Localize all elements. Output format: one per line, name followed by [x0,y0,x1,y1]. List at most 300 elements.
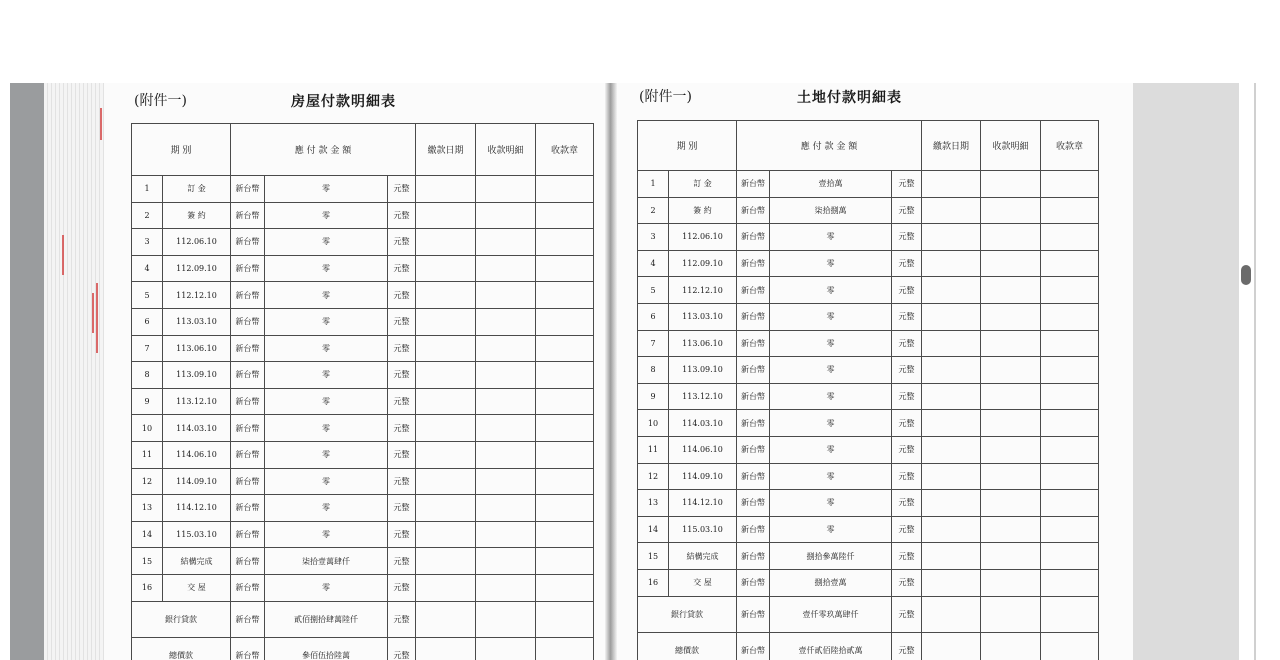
amount-value: 零 [770,250,892,277]
summary-label: 總價款 [638,632,737,660]
summary-label: 銀行貸款 [132,601,231,637]
red-stamp-mark [96,283,98,353]
period-label: 112.12.10 [163,282,231,309]
receipt-detail-cell [981,250,1041,277]
payment-date-cell [416,601,476,637]
payment-date-cell [416,548,476,575]
bank-loan-row [132,601,594,637]
table-row [132,521,594,548]
currency-label: 新台幣 [231,468,265,495]
receipt-detail-cell [476,601,536,637]
page-stack-edge [44,83,104,660]
payment-date-cell [416,308,476,335]
payment-date-cell [416,468,476,495]
unit-label: 元整 [892,330,922,357]
currency-label: 新台幣 [231,548,265,575]
amount-value: 零 [265,282,388,309]
table-row [638,250,1099,277]
payment-date-cell [416,415,476,442]
unit-label: 元整 [388,415,416,442]
currency-label: 新台幣 [737,303,770,330]
unit-label: 元整 [892,490,922,517]
receipt-stamp-cell [536,521,594,548]
period-label: 113.06.10 [669,330,737,357]
currency-label: 新台幣 [231,202,265,229]
currency-label: 新台幣 [231,637,265,660]
payment-date-cell [922,569,981,596]
annex-label: (附件一) [639,89,692,105]
currency-label: 新台幣 [231,521,265,548]
receipt-detail-cell [476,255,536,282]
row-number: 15 [132,548,163,575]
currency-label: 新台幣 [737,250,770,277]
payment-date-cell [922,516,981,543]
period-label: 簽 約 [669,197,737,224]
receipt-stamp-cell [1041,171,1099,198]
unit-label: 元整 [892,463,922,490]
receipt-detail-cell [981,436,1041,463]
row-number: 13 [638,490,669,517]
currency-label: 新台幣 [231,335,265,362]
period-label: 訂 金 [163,176,231,203]
receipt-detail-cell [981,569,1041,596]
payment-date-cell [922,543,981,570]
receipt-stamp-cell [1041,250,1099,277]
receipt-detail-cell [476,282,536,309]
receipt-stamp-cell [1041,490,1099,517]
red-stamp-mark [92,293,94,333]
period-label: 交 屋 [669,569,737,596]
unit-label: 元整 [388,521,416,548]
summary-label: 總價款 [132,637,231,660]
header-amount: 應 付 款 金 額 [231,124,416,176]
receipt-detail-cell [476,468,536,495]
receipt-stamp-cell [1041,516,1099,543]
unit-label: 元整 [388,495,416,522]
receipt-stamp-cell [1041,410,1099,437]
row-number: 14 [638,516,669,543]
row-number: 8 [638,357,669,384]
table-row [638,197,1099,224]
header-payment-date: 繳款日期 [922,121,981,171]
receipt-stamp-cell [1041,277,1099,304]
row-number: 9 [638,383,669,410]
receipt-stamp-cell [1041,197,1099,224]
unit-label: 元整 [892,277,922,304]
receipt-detail-cell [476,415,536,442]
header-amount: 應 付 款 金 額 [737,121,922,171]
amount-value: 零 [770,516,892,543]
land-payment-table [637,120,1099,660]
receipt-detail-cell [476,308,536,335]
payment-date-cell [416,441,476,468]
page-left [104,83,606,660]
payment-date-cell [416,202,476,229]
amount-value: 零 [265,176,388,203]
header-period: 期 別 [132,124,231,176]
total-price-row [132,637,594,660]
currency-label: 新台幣 [231,495,265,522]
amount-value: 零 [770,490,892,517]
payment-date-cell [922,197,981,224]
unit-label: 元整 [388,335,416,362]
unit-label: 元整 [388,282,416,309]
page-title: 房屋付款明細表 [291,94,396,110]
currency-label: 新台幣 [231,601,265,637]
table-row [638,330,1099,357]
table-row [132,176,594,203]
currency-label: 新台幣 [231,308,265,335]
receipt-detail-cell [981,303,1041,330]
table-row [132,202,594,229]
currency-label: 新台幣 [231,388,265,415]
period-label: 114.03.10 [163,415,231,442]
currency-label: 新台幣 [737,224,770,251]
currency-label: 新台幣 [231,282,265,309]
receipt-detail-cell [981,383,1041,410]
amount-value: 貳佰捌拾肆萬陸仟 [265,601,388,637]
unit-label: 元整 [388,548,416,575]
receipt-stamp-cell [536,637,594,660]
row-number: 14 [132,521,163,548]
receipt-stamp-cell [1041,463,1099,490]
receipt-detail-cell [476,229,536,256]
amount-value: 捌拾參萬陸仟 [770,543,892,570]
row-number: 16 [638,569,669,596]
header-receipt-stamp: 收款章 [1041,121,1099,171]
row-number: 11 [638,436,669,463]
payment-date-cell [922,490,981,517]
receipt-detail-cell [981,543,1041,570]
bank-loan-row [638,596,1099,632]
receipt-stamp-cell [1041,383,1099,410]
payment-date-cell [922,330,981,357]
amount-value: 零 [265,495,388,522]
payment-date-cell [922,250,981,277]
header-period: 期 別 [638,121,737,171]
receipt-detail-cell [981,410,1041,437]
receipt-detail-cell [476,495,536,522]
table-row [638,516,1099,543]
period-label: 114.06.10 [163,441,231,468]
receipt-detail-cell [981,632,1041,660]
table-row [638,357,1099,384]
row-number: 5 [132,282,163,309]
row-number: 2 [638,197,669,224]
payment-date-cell [416,637,476,660]
receipt-detail-cell [981,490,1041,517]
row-number: 9 [132,388,163,415]
row-number: 10 [132,415,163,442]
receipt-stamp-cell [1041,224,1099,251]
payment-date-cell [922,224,981,251]
currency-label: 新台幣 [737,543,770,570]
receipt-stamp-cell [1041,632,1099,660]
page-right [617,83,1133,660]
period-label: 112.12.10 [669,277,737,304]
payment-date-cell [922,383,981,410]
row-number: 6 [638,303,669,330]
receipt-stamp-cell [536,574,594,601]
amount-value: 零 [265,362,388,389]
payment-date-cell [416,574,476,601]
scrollbar-thumb[interactable] [1241,265,1251,285]
receipt-detail-cell [981,197,1041,224]
unit-label: 元整 [388,637,416,660]
payment-date-cell [922,171,981,198]
currency-label: 新台幣 [737,357,770,384]
payment-date-cell [416,255,476,282]
table-row [638,277,1099,304]
header-receipt-detail: 收款明細 [476,124,536,176]
amount-value: 零 [770,436,892,463]
receipt-detail-cell [476,335,536,362]
unit-label: 元整 [892,383,922,410]
amount-value: 零 [265,574,388,601]
currency-label: 新台幣 [737,436,770,463]
table-row [132,415,594,442]
currency-label: 新台幣 [737,410,770,437]
payment-date-cell [416,362,476,389]
amount-value: 零 [770,224,892,251]
payment-date-cell [416,335,476,362]
payment-date-cell [922,277,981,304]
unit-label: 元整 [388,255,416,282]
scrollbar-track[interactable] [1254,83,1256,660]
amount-value: 參佰伍拾陸萬 [265,637,388,660]
table-row [132,495,594,522]
receipt-detail-cell [476,362,536,389]
currency-label: 新台幣 [737,277,770,304]
payment-date-cell [922,463,981,490]
payment-date-cell [922,596,981,632]
receipt-detail-cell [476,548,536,575]
table-row [132,574,594,601]
period-label: 113.12.10 [163,388,231,415]
receipt-detail-cell [476,176,536,203]
row-number: 5 [638,277,669,304]
amount-value: 零 [265,441,388,468]
unit-label: 元整 [388,388,416,415]
table-row [638,569,1099,596]
period-label: 114.09.10 [669,463,737,490]
table-row [132,229,594,256]
table-row [132,468,594,495]
currency-label: 新台幣 [231,176,265,203]
receipt-stamp-cell [1041,357,1099,384]
amount-value: 零 [265,255,388,282]
receipt-detail-cell [476,637,536,660]
table-row [132,308,594,335]
period-label: 簽 約 [163,202,231,229]
receipt-stamp-cell [1041,303,1099,330]
receipt-detail-cell [981,171,1041,198]
receipt-stamp-cell [536,441,594,468]
red-stamp-mark [62,235,64,275]
currency-label: 新台幣 [737,516,770,543]
row-number: 12 [638,463,669,490]
header-receipt-detail: 收款明細 [981,121,1041,171]
amount-value: 壹仟貳佰陸拾貳萬 [770,632,892,660]
row-number: 13 [132,495,163,522]
header-payment-date: 繳款日期 [416,124,476,176]
currency-label: 新台幣 [737,171,770,198]
receipt-detail-cell [476,521,536,548]
period-label: 114.12.10 [163,495,231,522]
total-price-row [638,632,1099,660]
currency-label: 新台幣 [231,229,265,256]
receipt-stamp-cell [1041,596,1099,632]
receipt-detail-cell [981,277,1041,304]
payment-date-cell [416,176,476,203]
unit-label: 元整 [388,574,416,601]
payment-date-cell [922,436,981,463]
row-number: 12 [132,468,163,495]
unit-label: 元整 [892,171,922,198]
receipt-stamp-cell [536,468,594,495]
unit-label: 元整 [388,601,416,637]
period-label: 114.06.10 [669,436,737,463]
unit-label: 元整 [388,202,416,229]
table-row [132,282,594,309]
receipt-detail-cell [476,202,536,229]
table-row [638,410,1099,437]
period-label: 113.09.10 [163,362,231,389]
currency-label: 新台幣 [737,490,770,517]
currency-label: 新台幣 [737,463,770,490]
unit-label: 元整 [388,441,416,468]
row-number: 2 [132,202,163,229]
receipt-stamp-cell [536,601,594,637]
period-label: 112.06.10 [669,224,737,251]
unit-label: 元整 [892,303,922,330]
table-row [132,255,594,282]
currency-label: 新台幣 [737,596,770,632]
period-label: 115.03.10 [669,516,737,543]
receipt-stamp-cell [536,176,594,203]
unit-label: 元整 [892,569,922,596]
payment-date-cell [416,388,476,415]
amount-value: 零 [770,330,892,357]
receipt-stamp-cell [1041,436,1099,463]
unit-label: 元整 [388,308,416,335]
amount-value: 零 [770,463,892,490]
amount-value: 零 [265,202,388,229]
header-receipt-stamp: 收款章 [536,124,594,176]
row-number: 1 [638,171,669,198]
unit-label: 元整 [388,468,416,495]
table-row [132,441,594,468]
unit-label: 元整 [892,197,922,224]
unit-label: 元整 [892,543,922,570]
amount-value: 柒拾捌萬 [770,197,892,224]
summary-label: 銀行貸款 [638,596,737,632]
currency-label: 新台幣 [737,383,770,410]
payment-date-cell [922,357,981,384]
amount-value: 零 [265,415,388,442]
book-spine [605,83,617,660]
period-label: 訂 金 [669,171,737,198]
receipt-stamp-cell [536,282,594,309]
period-label: 交 屋 [163,574,231,601]
receipt-detail-cell [981,463,1041,490]
period-label: 114.09.10 [163,468,231,495]
unit-label: 元整 [388,362,416,389]
table-row [638,490,1099,517]
row-number: 4 [132,255,163,282]
receipt-stamp-cell [536,362,594,389]
currency-label: 新台幣 [737,569,770,596]
payment-date-cell [922,303,981,330]
amount-value: 零 [770,303,892,330]
period-label: 結構完成 [163,548,231,575]
amount-value: 零 [265,468,388,495]
unit-label: 元整 [892,410,922,437]
row-number: 7 [638,330,669,357]
period-label: 112.09.10 [669,250,737,277]
house-payment-table [131,123,594,660]
amount-value: 零 [770,277,892,304]
currency-label: 新台幣 [737,197,770,224]
viewer-left-margin [10,83,46,660]
period-label: 114.03.10 [669,410,737,437]
receipt-stamp-cell [536,335,594,362]
amount-value: 零 [770,383,892,410]
period-label: 結構完成 [669,543,737,570]
amount-value: 零 [265,229,388,256]
payment-date-cell [416,521,476,548]
receipt-detail-cell [476,388,536,415]
payment-date-cell [416,495,476,522]
period-label: 113.09.10 [669,357,737,384]
row-number: 6 [132,308,163,335]
viewer-right-margin [1133,83,1239,660]
unit-label: 元整 [892,250,922,277]
unit-label: 元整 [892,596,922,632]
receipt-detail-cell [981,224,1041,251]
period-label: 113.06.10 [163,335,231,362]
amount-value: 零 [265,308,388,335]
unit-label: 元整 [388,229,416,256]
table-row [638,383,1099,410]
receipt-detail-cell [476,441,536,468]
row-number: 16 [132,574,163,601]
amount-value: 壹拾萬 [770,171,892,198]
row-number: 8 [132,362,163,389]
row-number: 4 [638,250,669,277]
amount-value: 壹仟零玖萬肆仟 [770,596,892,632]
table-row [638,463,1099,490]
period-label: 115.03.10 [163,521,231,548]
currency-label: 新台幣 [231,415,265,442]
amount-value: 柒拾壹萬肆仟 [265,548,388,575]
receipt-detail-cell [981,596,1041,632]
unit-label: 元整 [892,436,922,463]
receipt-detail-cell [981,330,1041,357]
page-title: 土地付款明細表 [797,90,902,106]
receipt-stamp-cell [536,202,594,229]
row-number: 3 [638,224,669,251]
receipt-stamp-cell [1041,543,1099,570]
payment-date-cell [922,632,981,660]
receipt-stamp-cell [536,255,594,282]
amount-value: 零 [265,521,388,548]
receipt-detail-cell [981,357,1041,384]
payment-date-cell [922,410,981,437]
currency-label: 新台幣 [231,255,265,282]
table-row [132,335,594,362]
period-label: 113.12.10 [669,383,737,410]
